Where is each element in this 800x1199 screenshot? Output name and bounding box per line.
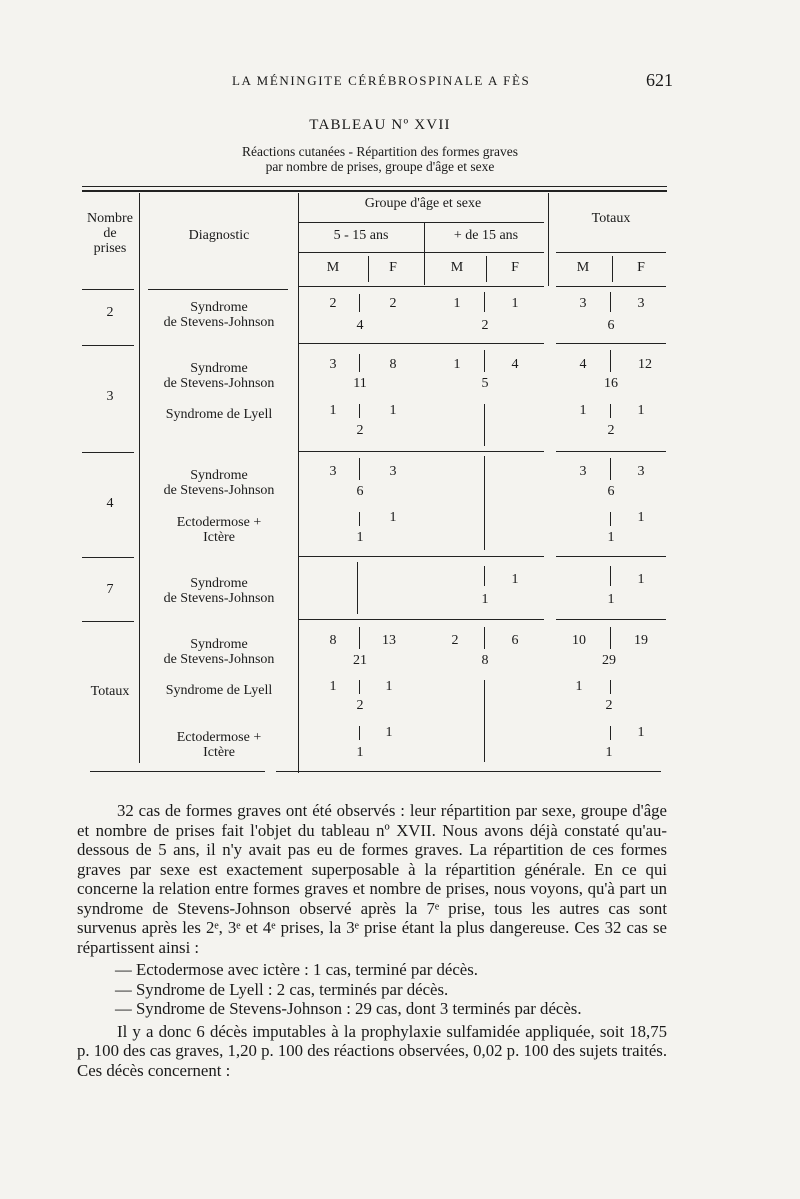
value-cell: 1 <box>511 296 519 311</box>
value-cell: 2 <box>356 423 364 438</box>
value-cell: 1 <box>389 403 397 418</box>
value-cell: 2 <box>451 633 459 648</box>
value-cell: 3 <box>637 464 645 479</box>
value-cell: 21 <box>353 653 367 668</box>
prises-cell: 3 <box>106 389 114 404</box>
prises-cell: 7 <box>106 582 114 597</box>
header-age-5-15: 5 - 15 ans <box>333 228 389 243</box>
value-cell: 2 <box>605 698 613 713</box>
table-subtitle-1: Réactions cutanées - Répartition des formes graves <box>242 144 518 159</box>
value-cell: 4 <box>511 357 519 372</box>
diagnostic-cell: Syndrome <box>190 300 248 315</box>
paragraph-2: Il y a donc 6 décès imputables à la prophylaxie sulfamidée appliquée, soit 18,75 p. 100 des cas graves, 1,20 p. 100 des réactions observées, 0,02 p. 100 des sujets traités. Ces décès concernent : <box>77 1021 668 1080</box>
value-cell: 29 <box>602 653 616 668</box>
value-cell: 6 <box>607 318 615 333</box>
value-cell: 4 <box>579 357 587 372</box>
value-cell: 8 <box>389 357 397 372</box>
header-nombre-1: Nombre <box>87 211 133 226</box>
header-diagnostic: Diagnostic <box>188 228 250 243</box>
diagnostic-cell: Syndrome de Lyell <box>165 683 273 698</box>
table-subtitle-2: par nombre de prises, groupe d'âge et sexe <box>265 159 495 174</box>
running-title: LA MÉNINGITE CÉRÉBROSPINALE A FÈS <box>232 73 531 88</box>
value-cell: 3 <box>389 464 397 479</box>
value-cell: 1 <box>481 592 489 607</box>
value-cell: 6 <box>356 484 364 499</box>
list-item: — Ectodermose avec ictère : 1 cas, terminé par décès. <box>115 960 478 979</box>
value-cell: 1 <box>637 572 645 587</box>
value-cell: 1 <box>389 510 397 525</box>
value-cell: 1 <box>511 572 519 587</box>
diagnostic-cell: Syndrome <box>190 468 248 483</box>
body-text <box>77 801 667 1080</box>
value-cell: 1 <box>453 357 461 372</box>
value-cell: 1 <box>637 725 645 740</box>
value-cell: 1 <box>605 745 613 760</box>
value-cell: 2 <box>481 318 489 333</box>
value-cell: 1 <box>356 530 364 545</box>
totals-label: Totaux <box>90 684 130 699</box>
diagnostic-cell: Syndrome <box>190 637 248 652</box>
header-sex-f-2: F <box>511 260 519 275</box>
page-number: 621 <box>646 70 673 90</box>
value-cell: 1 <box>579 403 587 418</box>
value-cell: 1 <box>607 530 615 545</box>
diagnostic-cell: Ectodermose + <box>176 515 262 530</box>
value-cell: 11 <box>353 376 367 391</box>
value-cell: 13 <box>382 633 396 648</box>
diagnostic-cell: Ectodermose + <box>176 730 262 745</box>
value-cell: 5 <box>481 376 489 391</box>
value-cell: 19 <box>634 633 648 648</box>
paragraph-1: 32 cas de formes graves ont été observés : leur répartition par sexe, groupe d'âge et nombre de prises fait l'objet du tableau nº XVII. Nous avons déjà constaté qu'au-dessous de 5 ans, il n'y avait pas eu de formes graves. La répartition de ces formes graves par sexe est exactement superposable à la répartition générale. En ce qui concerne la relation entre formes graves et nombre de prises, nous voyons, qu'à part un syndrome de Stevens-Johnson observé après la 7ᵉ prise, tous les autres cas sont survenus après les 2ᵉ, 3ᵉ et 4ᵉ prises, la 3ᵉ prise étant la plus dangereuse. Ces 32 cas se répartissent ainsi : <box>77 801 667 957</box>
value-cell: 1 <box>385 725 393 740</box>
header-sex-f-3: F <box>637 260 645 275</box>
header-groupe-age-sexe: Groupe d'âge et sexe <box>364 196 482 211</box>
value-cell: 8 <box>481 653 489 668</box>
list-item: — Syndrome de Lyell : 2 cas, terminés par décès. <box>115 979 449 999</box>
value-cell: 2 <box>356 698 364 713</box>
diagnostic-cell: Syndrome de Lyell <box>165 407 273 422</box>
header-sex-f-1: F <box>389 260 397 275</box>
value-cell: 1 <box>356 745 364 760</box>
value-cell: 12 <box>638 357 652 372</box>
value-cell: 1 <box>329 403 337 418</box>
diagnostic-cell: Ictère <box>203 530 235 545</box>
value-cell: 2 <box>389 296 397 311</box>
header-sex-m-2: M <box>450 260 464 275</box>
value-cell: 16 <box>604 376 618 391</box>
value-cell: 6 <box>607 484 615 499</box>
diagnostic-cell: Syndrome <box>190 361 248 376</box>
diagnostic-cell: Syndrome <box>190 576 248 591</box>
prises-cell: 4 <box>106 496 114 511</box>
value-cell: 4 <box>356 318 364 333</box>
table-title: TABLEAU Nº XVII <box>309 117 451 133</box>
value-cell: 3 <box>637 296 645 311</box>
value-cell: 1 <box>637 510 645 525</box>
value-cell: 6 <box>511 633 519 648</box>
prises-cell: 2 <box>106 305 114 320</box>
value-cell: 1 <box>385 679 393 694</box>
diagnostic-cell: de Stevens-Johnson <box>163 591 275 606</box>
header-sex-m-3: M <box>576 260 590 275</box>
value-cell: 2 <box>329 296 337 311</box>
value-cell: 3 <box>329 357 337 372</box>
value-cell: 1 <box>637 403 645 418</box>
value-cell: 1 <box>329 679 337 694</box>
diagnostic-cell: de Stevens-Johnson <box>163 315 275 330</box>
header-nombre-3: prises <box>93 241 127 256</box>
value-cell: 1 <box>575 679 583 694</box>
value-cell: 10 <box>572 633 586 648</box>
header-totaux: Totaux <box>591 211 631 226</box>
value-cell: 3 <box>579 464 587 479</box>
value-cell: 3 <box>329 464 337 479</box>
value-cell: 1 <box>453 296 461 311</box>
diagnostic-cell: Ictère <box>203 745 235 760</box>
value-cell: 8 <box>329 633 337 648</box>
value-cell: 3 <box>579 296 587 311</box>
value-cell: 2 <box>607 423 615 438</box>
diagnostic-cell: de Stevens-Johnson <box>163 376 275 391</box>
header-age-plus-15: + de 15 ans <box>453 228 519 243</box>
diagnostic-cell: de Stevens-Johnson <box>163 483 275 498</box>
header-sex-m-1: M <box>326 260 340 275</box>
value-cell: 1 <box>607 592 615 607</box>
diagnostic-cell: de Stevens-Johnson <box>163 652 275 667</box>
list-item: — Syndrome de Stevens-Johnson : 29 cas, dont 3 terminés par décès. <box>115 999 582 1018</box>
header-nombre-2: de <box>103 226 117 241</box>
